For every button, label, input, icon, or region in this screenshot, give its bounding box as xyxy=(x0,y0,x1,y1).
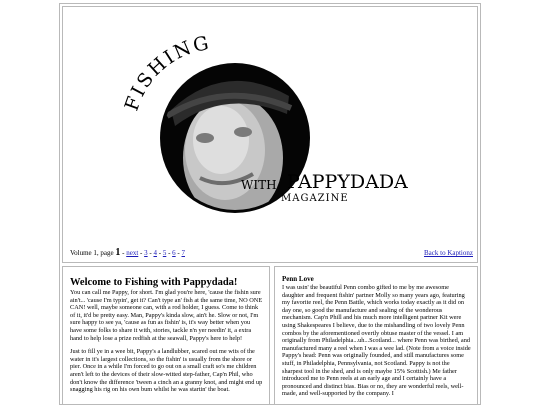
separator: - xyxy=(140,249,143,257)
back-to-kaptionz-link[interactable]: Back to Kaptionz xyxy=(424,249,473,257)
separator: - xyxy=(149,249,152,257)
welcome-heading: Welcome to Fishing with Pappydada! xyxy=(70,277,238,288)
page-link-4[interactable]: 4 xyxy=(153,249,157,257)
current-page-number: 1 xyxy=(115,247,121,258)
page-link-5[interactable]: 5 xyxy=(162,249,167,257)
separator: - xyxy=(158,249,162,257)
page-link-7[interactable]: 7 xyxy=(181,249,185,257)
logo-with-text: WITH xyxy=(241,178,277,192)
welcome-column xyxy=(62,266,270,405)
penn-love-heading: Penn Love xyxy=(282,275,314,283)
separator: - xyxy=(168,249,171,257)
masthead-logo xyxy=(75,30,435,230)
logo-magazine-text: MAGAZINE xyxy=(281,193,349,204)
logo-brand-text: PAPPYDADA xyxy=(287,171,408,193)
welcome-paragraph-1: You can call me Pappy, for short. I'm glad you're here, 'cause the fishin sure ain't... 'cause I'm typin', get it? Can't type an' fish at the same time, NO ONE CAN! well, maybe someone can, with a rod holder, I guess. Come to think of it, it'd be pretty easy. Man, Pappy's kinda slow, ain't he. Slow or not, I'm sure happy to see ya, 'cause as fun as fishin' is, it's way better when you have some folks to share it with, stories, tackle n'n yer needin' it, a extra hand to help lose a prize redfish at the seawall, Pappy's here to help! xyxy=(70,289,263,342)
penn-love-column xyxy=(274,266,478,405)
penn-love-paragraph: I was usin' the beautiful Penn combo gifted to me by me awesome daughter and frequent fishin' partner Molly so many years ago, featuring my favorite reel, the Penn Battle, which works today exactly as it did on day one, so good the manufacture and sealing of the wonderous mechanism. Cap'n Phill and his much more intelligent partner Kit were using Shakespeares I believe, due to the mishandling of two lovely Penn combos by the aforementioned overtly obtuse master of the vessel. I am originally from Philadelphia...uh...Scotland... where Penn was birthed, and manufactured many a reel when I was a wee lad. (Note from a voice inside Pappy's head: Penn was originally founded, and still manufactures some stuff, in Philadelphia, Pennsylvania, not Scotland. Pappy is not the sharpest tool in the shed, and is only maybe 15% Scottish.) Me father introduced me to Penn reels at an early age and I certainly have a pronounced and distinct bias. Bias or no, they are wonderful reels, well-made, and well-supported by the company. I xyxy=(282,284,471,398)
page-link-3[interactable]: 3 xyxy=(144,249,148,257)
next-page-link[interactable]: next xyxy=(126,249,139,257)
page-link-6[interactable]: 6 xyxy=(172,249,176,257)
separator: - xyxy=(177,249,180,257)
page-navigation xyxy=(70,247,185,258)
welcome-paragraph-2: Just to fill ye in a wee bit, Pappy's a landlubber, scared out me wits of the water in it's largest collections, so the fishin' is usually from the shore or pier. Once in a while I'm forced to go out on a small craft so's me children aren't left to the devices of their slow-witted step-father, Cap'n Phil, who don't know the difference 'tween a cinch an a granny knot, and might end up snagging his rig on his own bum whilst he was startin' the boat. xyxy=(70,348,263,394)
separator: - xyxy=(122,249,125,257)
logo-fishing-text: FISHING xyxy=(120,31,213,114)
volume-label: Volume 1, page xyxy=(70,249,114,257)
